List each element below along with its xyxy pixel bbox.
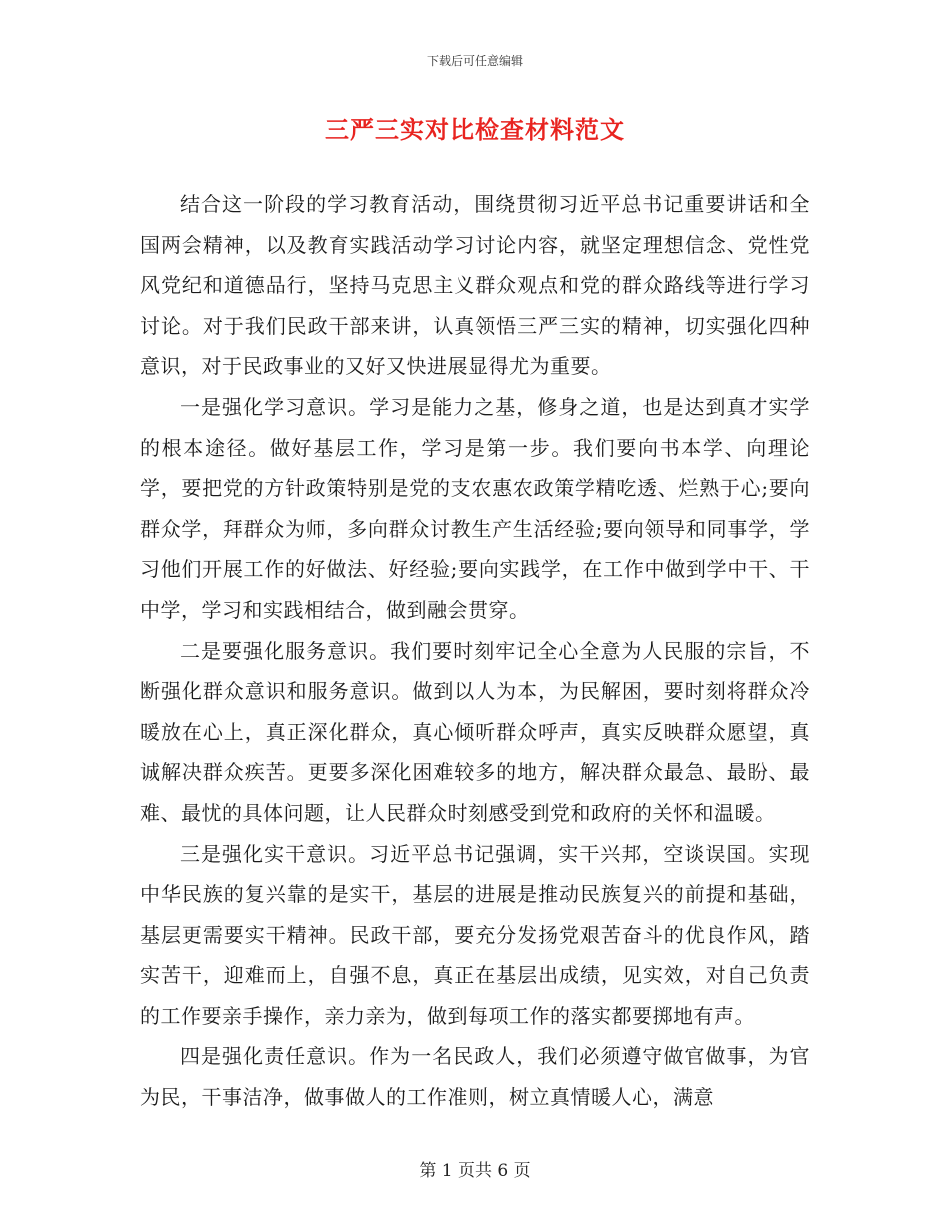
- header-note: 下载后可任意编辑: [426, 54, 523, 68]
- paragraph-intro: 结合这一阶段的学习教育活动，围绕贯彻习近平总书记重要讲话和全国两会精神，以及教育实践活动学习讨论内容，就坚定理想信念、党性党风党纪和道德品行，坚持马克思主义群众观点和党的群众路线等进行学习讨论。对于我们民政干部来讲，认真领悟三严三实的精神，切实强化四种意识，对于民政事业的又好又快进展显得尤为重要。: [140, 192, 810, 379]
- document-title: 三严三实对比检查材料范文: [325, 115, 625, 144]
- paragraph-service: 二是要强化服务意识。我们要时刻牢记全心全意为人民服的宗旨，不断强化群众意识和服务意识。做到以人为本，为民解困，要时刻将群众冷暖放在心上，真正深化群众，真心倾听群众呼声，真实反映群众愿望，真诚解决群众疾苦。更要多深化困难较多的地方，解决群众最急、最盼、最难、最忧的具体问题，让人民群众时刻感受到党和政府的关怀和温暖。: [140, 638, 810, 825]
- page-number: 第 1 页共 6 页: [419, 1161, 531, 1181]
- document-body: [140, 184, 810, 1118]
- paragraph-responsibility: 四是强化责任意识。作为一名民政人，我们必须遵守做官做事，为官为民，干事洁净，做事做人的工作准则，树立真情暖人心，满意: [140, 1044, 810, 1110]
- paragraph-learning: 一是强化学习意识。学习是能力之基，修身之道，也是达到真才实学的根本途径。做好基层工作，学习是第一步。我们要向书本学、向理论学，要把党的方针政策特别是党的支农惠农政策学精吃透、烂熟于心;要向群众学，拜群众为师，多向群众讨教生产生活经验;要向领导和同事学，学习他们开展工作的好做法、好经验;要向实践学，在工作中做到学中干、干中学，学习和实践相结合，做到融会贯穿。: [140, 394, 810, 622]
- paragraph-action: 三是强化实干意识。习近平总书记强调，实干兴邦，空谈误国。实现中华民族的复兴靠的是实干，基层的进展是推动民族复兴的前提和基础，基层更需要实干精神。民政干部，要充分发扬党艰苦奋斗的优良作风，踏实苦干，迎难而上，自强不息，真正在基层出成绩，见实效，对自己负责的工作要亲手操作，亲力亲为，做到每项工作的落实都要掷地有声。: [140, 841, 810, 1028]
